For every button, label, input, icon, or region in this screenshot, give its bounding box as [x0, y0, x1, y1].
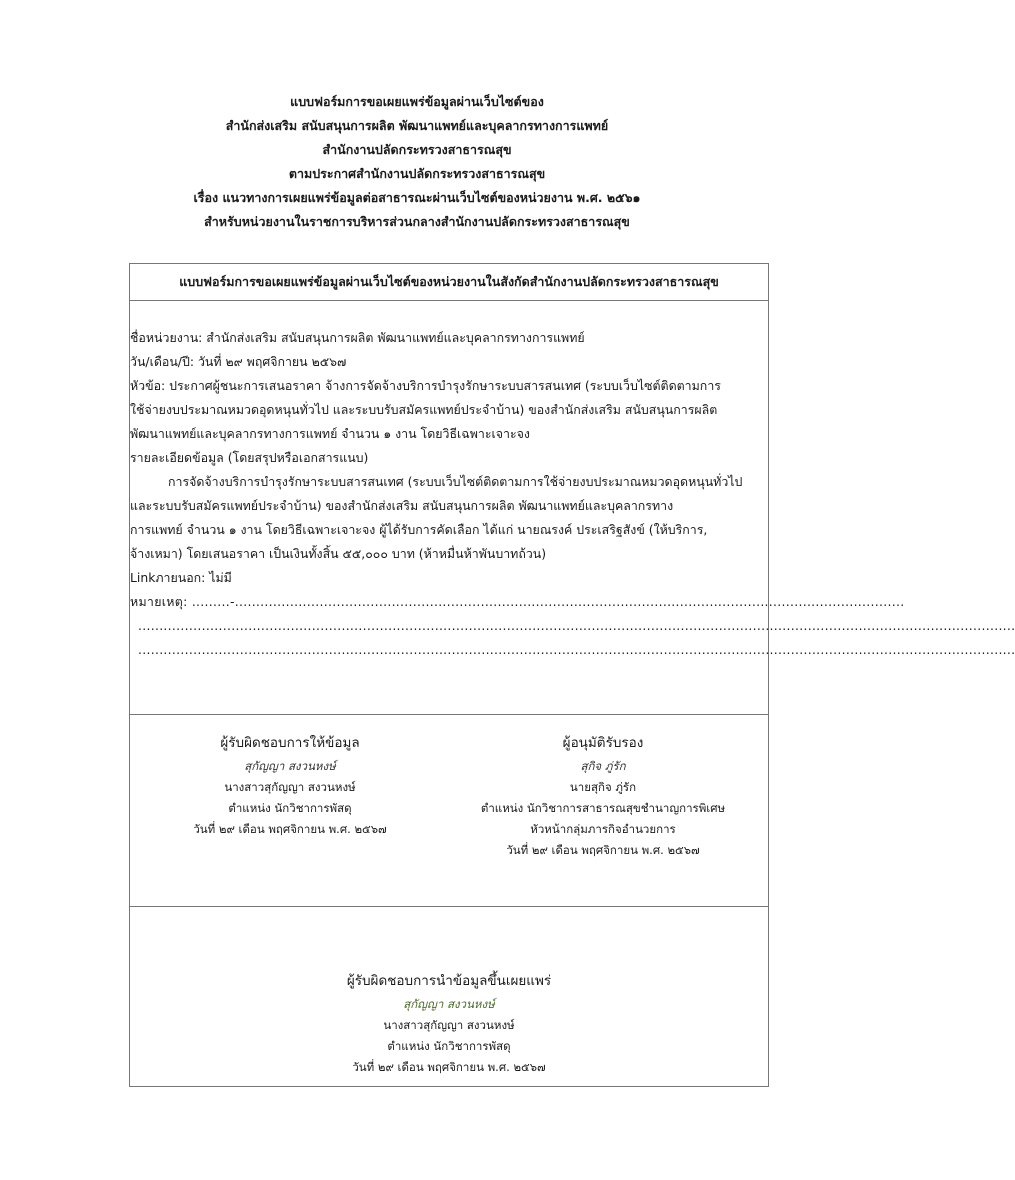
provider-signature: สุกัญญา สงวนหงษ์	[244, 759, 336, 773]
approver-name: นายสุกิจ ภู่รัก	[569, 780, 637, 794]
publisher-position: ตำแหน่ง นักวิชาการพัสดุ	[387, 1039, 511, 1053]
form-box	[129, 263, 1015, 1087]
provider-date: วันที่ ๒๙ เดือน พฤศจิกายน พ.ศ. ๒๕๖๗	[193, 822, 387, 836]
subject-line: หัวข้อ: ประกาศผู้ชนะการเสนอราคา จ้างการจัดจ้างบริการบำรุงรักษาระบบสารสนเทศ (ระบบเว็บไซต์ติดตามการ	[130, 378, 721, 393]
approver-title: ผู้อนุมัติรับรอง	[562, 735, 644, 751]
subject-line: ใช้จ่ายงบประมาณหมวดอุดหนุนทั่วไป และระบบรับสมัครแพทย์ประจำบ้าน) ของสำนักส่งเสริม สนับสนุนการผลิต	[130, 402, 718, 417]
external-link-field: Linkภายนอก: ไม่มี	[130, 570, 232, 585]
subject-line: พัฒนาแพทย์และบุคลากรทางการแพทย์ จำนวน ๑ งาน โดยวิธีเฉพาะเจาะจง	[130, 426, 530, 441]
agency-field: ชื่อหน่วยงาน: สำนักส่งเสริม สนับสนุนการผลิต พัฒนาแพทย์และบุคลากรทางการแพทย์	[130, 330, 585, 345]
header-line: สำนักส่งเสริม สนับสนุนการผลิต พัฒนาแพทย์และบุคลากรทางการแพทย์	[225, 118, 609, 133]
approver-position: ตำแหน่ง นักวิชาการสาธารณสุขชำนาญการพิเศษ	[480, 801, 726, 815]
detail-line: จ้างเหมา) โดยเสนอราคา เป็นเงินทั้งสิ้น ๕๕,๐๐๐ บาท (ห้าหมื่นห้าพันบาทถ้วน)	[130, 546, 547, 561]
date-field: วัน/เดือน/ปี: วันที่ ๒๙ พฤศจิกายน ๒๕๖๗	[130, 354, 347, 369]
note-dots: ...............................................................................................................................................................................................................	[138, 642, 1015, 657]
header-line: เรื่อง แนวทางการเผยแพร่ข้อมูลต่อสาธารณะผ่านเว็บไซต์ของหน่วยงาน พ.ศ. ๒๕๖๑	[193, 190, 641, 205]
divider	[130, 906, 768, 907]
header-line: สำนักงานปลัดกระทรวงสาธารณสุข	[322, 142, 512, 157]
header-line: ตามประกาศสำนักงานปลัดกระทรวงสาธารณสุข	[288, 166, 546, 181]
detail-heading: รายละเอียดข้อมูล (โดยสรุปหรือเอกสารแนบ)	[130, 450, 369, 465]
approver-role: หัวหน้ากลุ่มภารกิจอำนวยการ	[530, 822, 676, 836]
provider-title: ผู้รับผิดชอบการให้ข้อมูล	[220, 735, 360, 751]
divider	[130, 300, 768, 301]
approver-signature: สุกิจ ภู่รัก	[580, 759, 626, 773]
publisher-signature-block	[129, 968, 769, 1078]
approver-date: วันที่ ๒๙ เดือน พฤศจิกายน พ.ศ. ๒๕๖๗	[506, 843, 700, 857]
divider	[130, 714, 768, 715]
approver-signature-block	[448, 730, 758, 861]
publisher-date: วันที่ ๒๙ เดือน พฤศจิกายน พ.ศ. ๒๕๖๗	[352, 1060, 546, 1074]
detail-line: การจัดจ้างบริการบำรุงรักษาระบบสารสนเทศ (ระบบเว็บไซต์ติดตามการใช้จ่ายงบประมาณหมวดอุดหนุนทั่วไป	[168, 474, 743, 489]
publisher-title: ผู้รับผิดชอบการนำข้อมูลขึ้นเผยแพร่	[346, 973, 552, 989]
note-field: หมายเหตุ: .........-..............................................................................................................................................................	[130, 594, 905, 609]
form-title: แบบฟอร์มการขอเผยแพร่ข้อมูลผ่านเว็บไซต์ของหน่วยงานในสังกัดสำนักงานปลัดกระทรวงสาธารณสุข	[179, 274, 719, 289]
detail-line: และระบบรับสมัครแพทย์ประจำบ้าน) ของสำนักส่งเสริม สนับสนุนการผลิต พัฒนาแพทย์และบุคลากรทาง	[130, 498, 674, 513]
form-content	[130, 326, 1015, 662]
header-line: สำหรับหน่วยงานในราชการบริหารส่วนกลางสำนักงานปลัดกระทรวงสาธารณสุข	[204, 214, 630, 229]
provider-position: ตำแหน่ง นักวิชาการพัสดุ	[228, 801, 352, 815]
publisher-signature: สุกัญญา สงวนหงษ์	[403, 997, 495, 1011]
publisher-name: นางสาวสุกัญญา สงวนหงษ์	[383, 1018, 515, 1032]
provider-signature-block	[150, 730, 430, 840]
provider-name: นางสาวสุกัญญา สงวนหงษ์	[224, 780, 356, 794]
detail-line: การแพทย์ จำนวน ๑ งาน โดยวิธีเฉพาะเจาะจง ผู้ได้รับการคัดเลือก ได้แก่ นายณรงค์ ประเสริฐสังข์ (ให้บริการ,	[130, 522, 708, 537]
header-line: แบบฟอร์มการขอเผยแพร่ข้อมูลผ่านเว็บไซต์ของ	[290, 94, 544, 109]
document-header	[0, 90, 834, 234]
note-dots: ...............................................................................................................................................................................................................	[138, 618, 1015, 633]
